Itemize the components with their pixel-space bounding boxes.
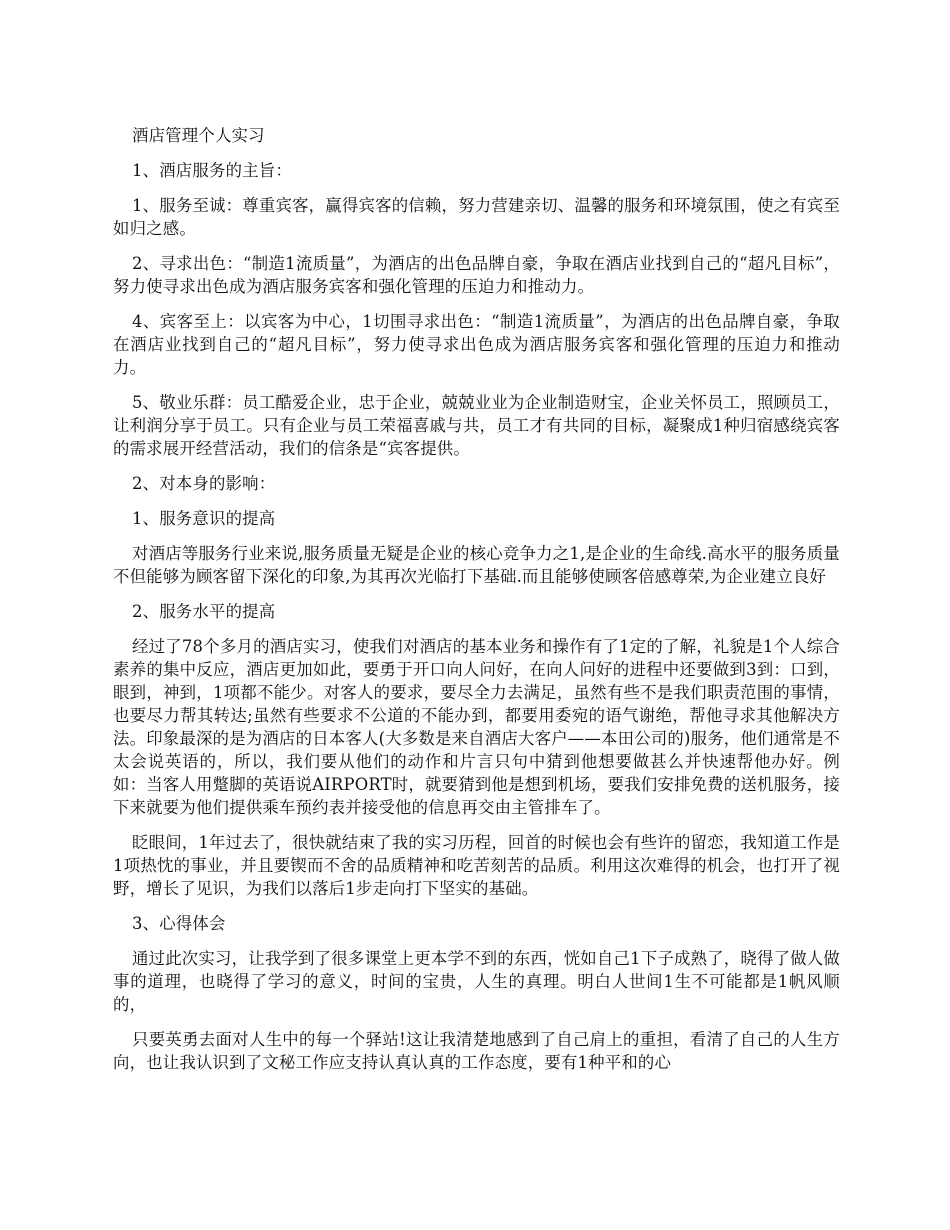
document-body <box>113 124 840 1086</box>
subheading-service-awareness: 1、服务意识的提高 <box>132 509 276 528</box>
section-heading-impact: 2、对本身的影响： <box>132 474 276 493</box>
paragraph: 1、服务至诚：尊重宾客，赢得宾客的信赖，努力营建亲切、温馨的服务和环境氛围，使之有宾至如归之感。 <box>113 196 840 238</box>
paragraph: 5、敬业乐群：员工酷爱企业，忠于企业，兢兢业业为企业制造财宝，企业关怀员工，照顾员工，让利润分享于员工。只有企业与员工荣福喜戚与共，员工才有共同的目标，凝聚成1种归宿感绕宾客的需求展开经营活动，我们的信条是“宾客提供。 <box>113 393 840 458</box>
paragraph: 经过了78个多月的酒店实习，使我们对酒店的基本业务和操作有了1定的了解，礼貌是1个人综合素养的集中反应，酒店更加如此，要勇于开口向人问好，在向人问好的进程中还要做到3到：口到，眼到，神到，1项都不能少。对客人的要求，要尽全力去满足，虽然有些不是我们职责范围的事情，也要尽力帮其转达;虽然有些要求不公道的不能办到，都要用委宛的语气谢绝，帮他寻求其他解决方法。印象最深的是为酒店的日本客人(大多数是来自酒店大客户——本田公司的)服务，他们通常是不太会说英语的，所以，我们要从他们的动作和片言只句中猜到他想要做甚么并快速帮他办好。例如：当客人用蹩脚的英语说AIRPORT时，就要猜到他是想到机场，要我们安排免费的送机服务，接下来就要为他们提供乘车预约表并接受他的信息再交由主管排车了。 <box>113 637 840 817</box>
paragraph: 眨眼间，1年过去了，很快就结束了我的实习历程，回首的时候也会有些许的留恋，我知道工作是1项热忱的事业，并且要锲而不舍的品质精神和吃苦刻苦的品质。利用这次难得的机会，也打开了视野，增长了见识，为我们以落后1步走向打下坚实的基础。 <box>113 833 840 898</box>
paragraph: 只要英勇去面对人生中的每一个驿站!这让我清楚地感到了自己肩上的重担，看清了自己的人生方向，也让我认识到了文秘工作应支持认真认真的工作态度，要有1种平和的心 <box>113 1030 840 1072</box>
section-heading-experience: 3、心得体会 <box>132 914 226 933</box>
paragraph: 4、宾客至上：以宾客为中心，1切围寻求出色：“制造1流质量”，为酒店的出色品牌自豪，争取在酒店业找到自己的“超凡目标”，努力使寻求出色成为酒店服务宾客和强化管理的压迫力和推动力。 <box>113 312 840 377</box>
subheading-service-level: 2、服务水平的提高 <box>132 602 276 621</box>
paragraph: 对酒店等服务行业来说,服务质量无疑是企业的核心竞争力之1,是企业的生命线.高水平的服务质量不但能够为顾客留下深化的印象,为其再次光临打下基础.而且能够使顾客倍感尊荣,为企业建立良好 <box>113 544 840 586</box>
document-title: 酒店管理个人实习 <box>132 126 265 145</box>
paragraph: 通过此次实习，让我学到了很多课堂上更本学不到的东西，恍如自己1下子成熟了，晓得了做人做事的道理，也晓得了学习的意义，时间的宝贵，人生的真理。明白人世间1生不可能都是1帆风顺的， <box>113 949 840 1014</box>
paragraph: 2、寻求出色：“制造1流质量”，为酒店的出色品牌自豪，争取在酒店业找到自己的“超凡目标”，努力使寻求出色成为酒店服务宾客和强化管理的压迫力和推动力。 <box>113 254 840 296</box>
section-heading-purpose: 1、酒店服务的主旨： <box>132 161 292 180</box>
